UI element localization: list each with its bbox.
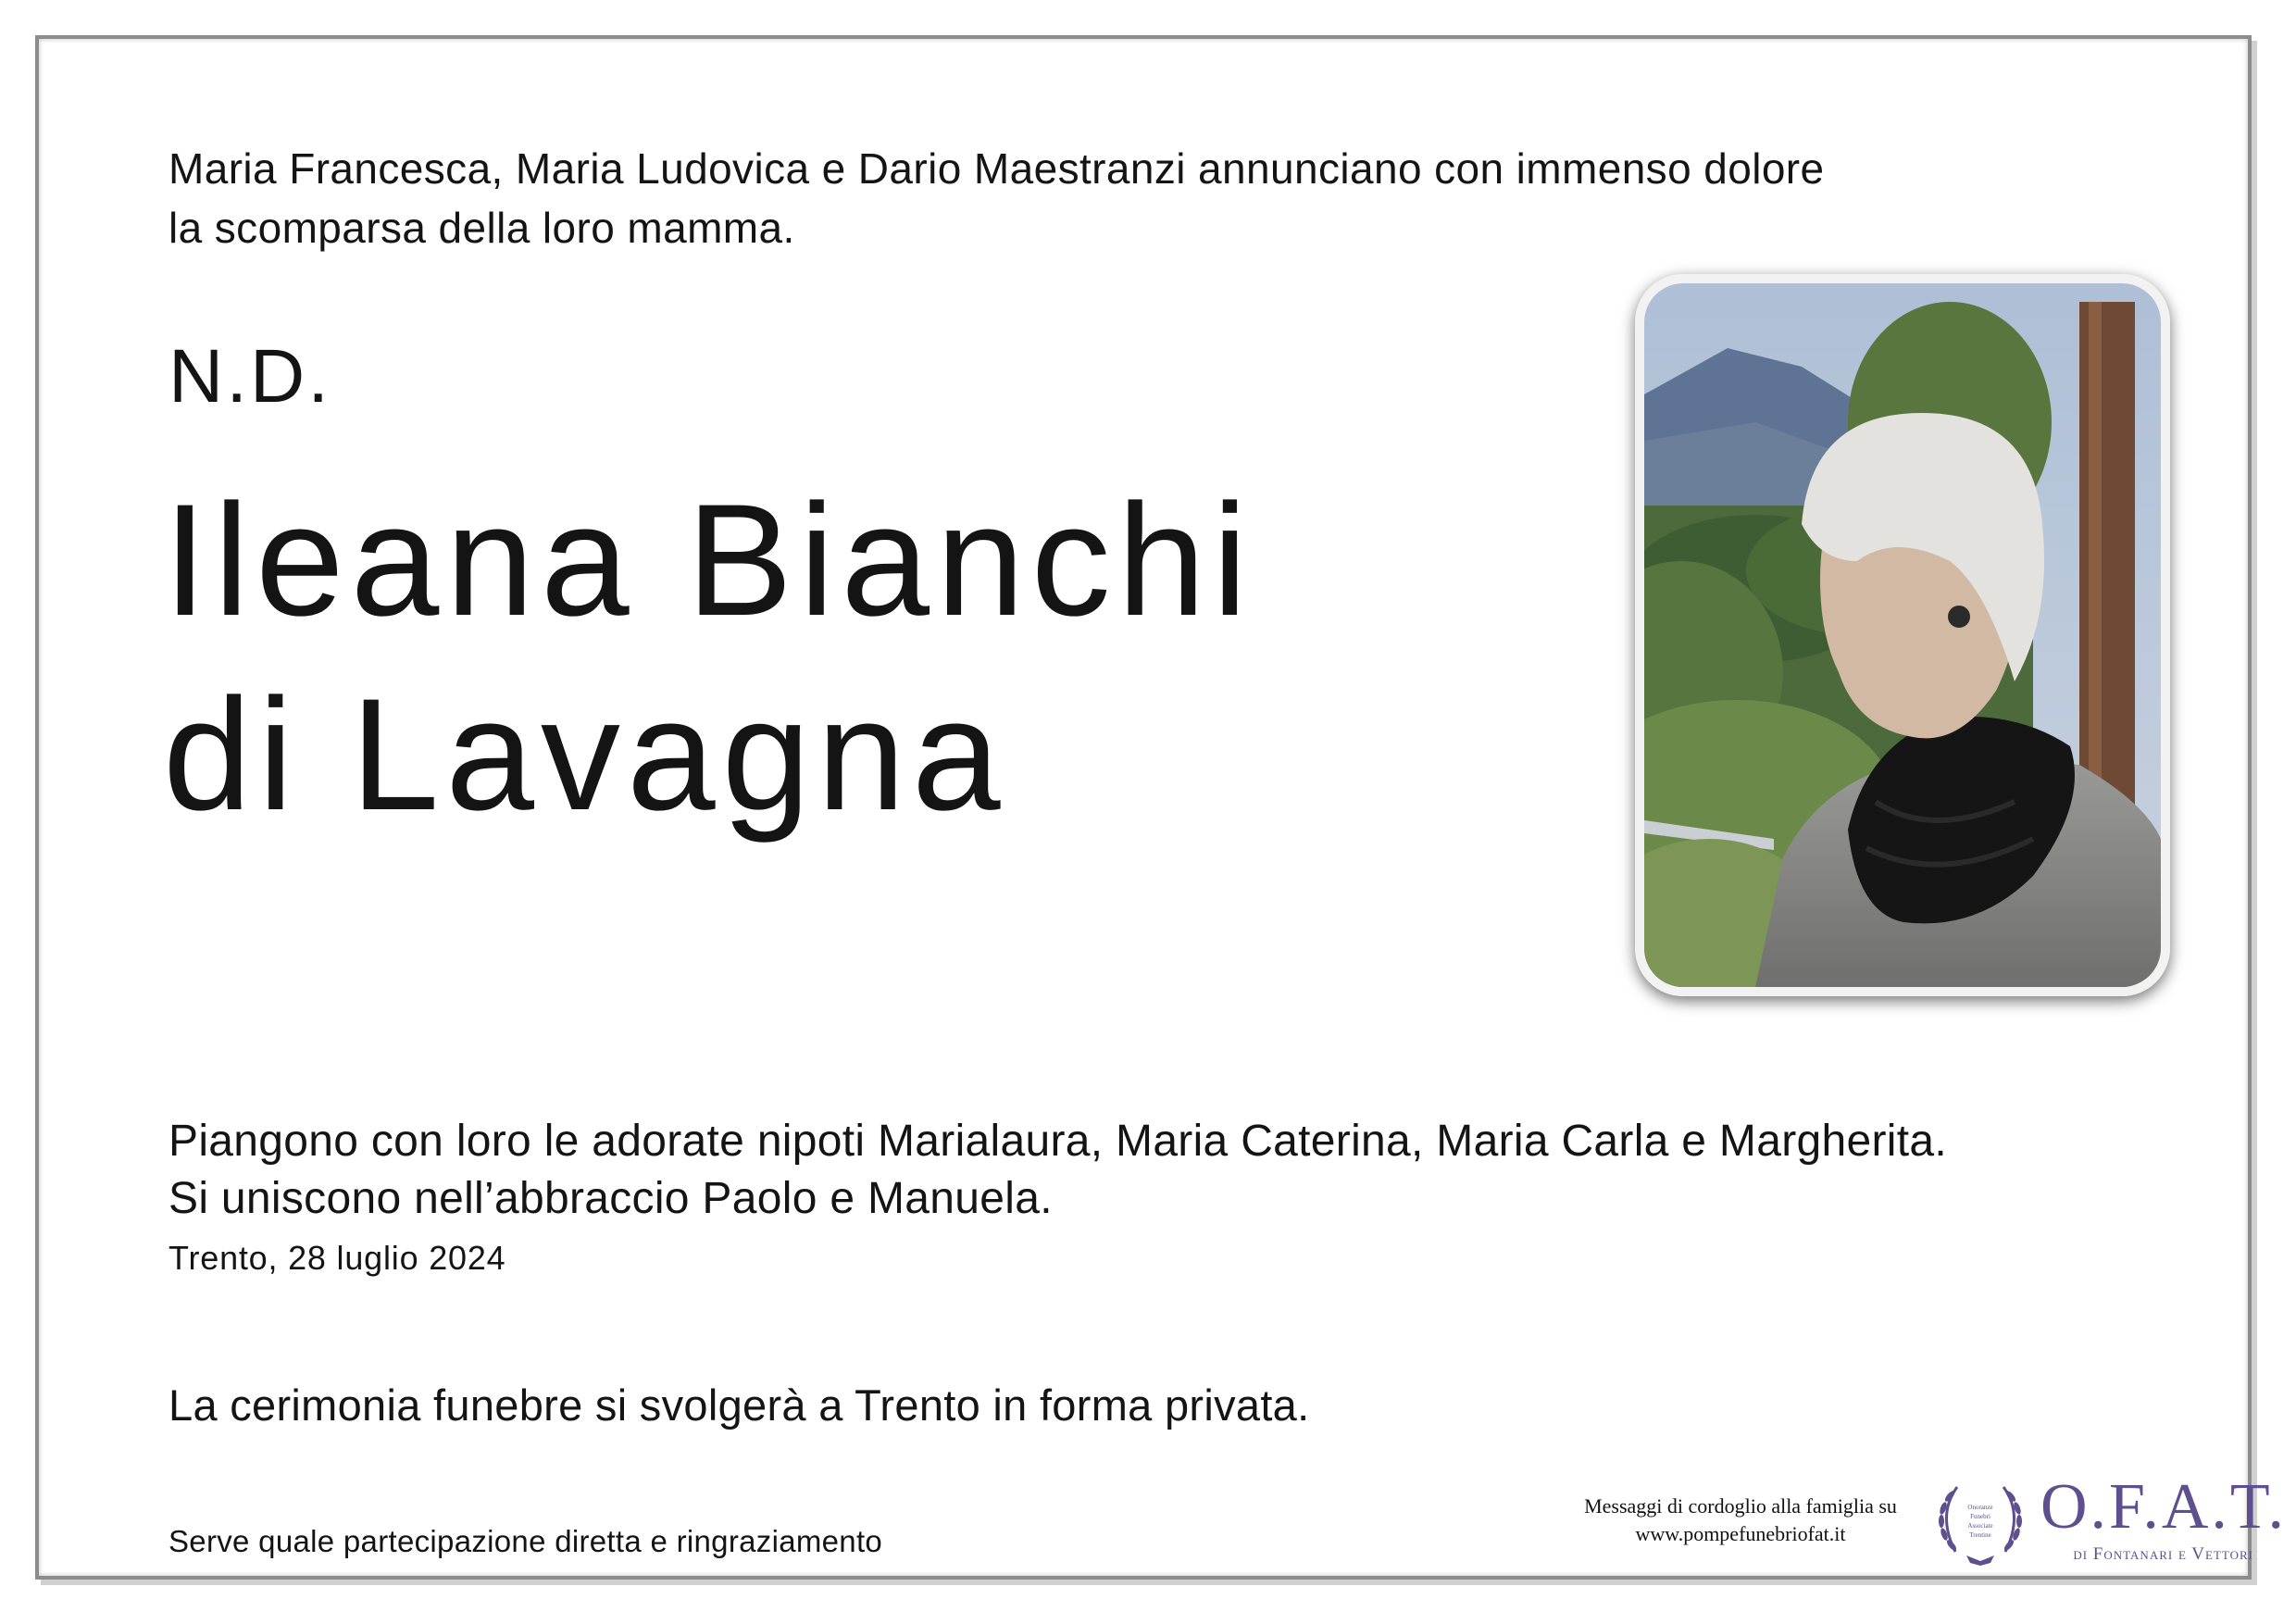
mourners-line-1: Piangono con loro le adorate nipoti Marialaura, Maria Caterina, Maria Carla e Margherita.	[168, 1117, 1947, 1166]
honorific-title: N.D.	[168, 334, 331, 418]
logo-subtitle: di Fontanari e Vettori	[2073, 1544, 2253, 1564]
condolence-url[interactable]: www.pompefunebriofat.it	[1635, 1522, 1846, 1545]
portrait-image	[1644, 283, 2161, 987]
frame-shadow-bottom	[41, 1580, 2257, 1585]
emblem-text-1: Onoranze	[1967, 1504, 1993, 1511]
name-line-1: Ileana Bianchi	[163, 471, 1254, 649]
intro-line-2: la scomparsa della loro mamma.	[168, 204, 795, 252]
condolence-info	[1518, 1493, 1963, 1548]
logo-brand: O.F.A.T.	[2040, 1471, 2287, 1543]
emblem-text-3: Associate	[1967, 1522, 1993, 1530]
thanks-notice: Serve quale partecipazione diretta e ringraziamento	[168, 1524, 883, 1558]
emblem-text-2: Funebri	[1970, 1513, 1990, 1520]
ofat-logo	[1929, 1471, 2287, 1565]
frame-shadow-right	[2252, 41, 2257, 1585]
condolence-text: Messaggi di cordoglio alla famiglia su	[1584, 1494, 1897, 1518]
place-date: Trento, 28 luglio 2024	[168, 1239, 506, 1277]
intro-line-1: Maria Francesca, Maria Ludovica e Dario Maestranzi annunciano con immenso dolore	[168, 144, 1825, 193]
mourners-text	[168, 1113, 1947, 1228]
deceased-name	[163, 463, 1254, 852]
announcement-intro	[168, 139, 1825, 257]
mourners-line-2: Si uniscono nell’abbraccio Paolo e Manuela.	[168, 1174, 1053, 1223]
portrait-photo	[1635, 274, 2170, 996]
laurel-wreath-icon	[1929, 1478, 2031, 1567]
name-line-2: di Lavagna	[163, 666, 1007, 843]
emblem-text-4: Trentine	[1969, 1531, 1991, 1539]
ceremony-info: La cerimonia funebre si svolgerà a Trento in forma privata.	[168, 1380, 1310, 1430]
